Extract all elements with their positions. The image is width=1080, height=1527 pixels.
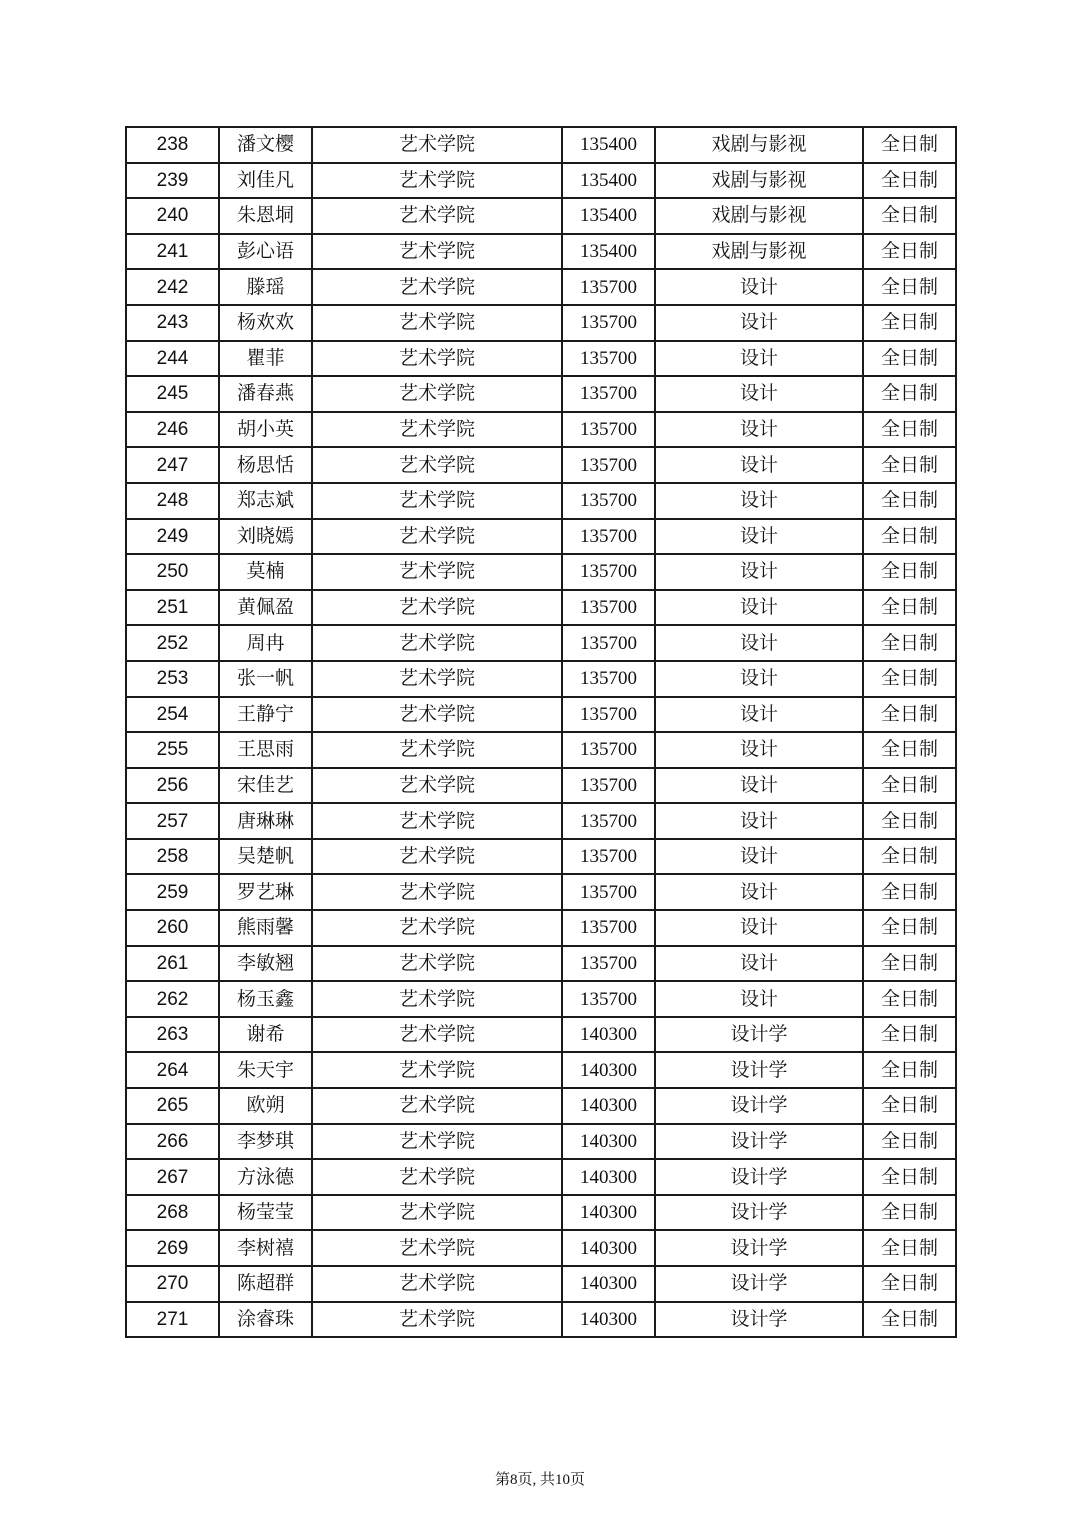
table-row bbox=[126, 946, 956, 982]
study-mode-cell: 全日制 bbox=[863, 697, 956, 733]
row-number-cell: 239 bbox=[126, 163, 219, 199]
major-name-cell: 设计学 bbox=[655, 1230, 863, 1266]
student-name-cell: 滕瑶 bbox=[219, 269, 312, 305]
row-number-cell: 265 bbox=[126, 1088, 219, 1124]
row-number-cell: 269 bbox=[126, 1230, 219, 1266]
college-cell: 艺术学院 bbox=[312, 768, 562, 804]
major-code-cell: 135400 bbox=[562, 163, 655, 199]
major-code-cell: 135700 bbox=[562, 732, 655, 768]
major-name-cell: 设计 bbox=[655, 874, 863, 910]
row-number-cell: 254 bbox=[126, 697, 219, 733]
table-row bbox=[126, 768, 956, 804]
table-row bbox=[126, 376, 956, 412]
major-name-cell: 设计学 bbox=[655, 1266, 863, 1302]
major-code-cell: 135700 bbox=[562, 661, 655, 697]
major-name-cell: 戏剧与影视 bbox=[655, 163, 863, 199]
major-code-cell: 140300 bbox=[562, 1017, 655, 1053]
major-name-cell: 设计学 bbox=[655, 1088, 863, 1124]
major-code-cell: 135700 bbox=[562, 341, 655, 377]
major-name-cell: 设计 bbox=[655, 305, 863, 341]
student-name-cell: 杨思恬 bbox=[219, 447, 312, 483]
major-code-cell: 135700 bbox=[562, 874, 655, 910]
college-cell: 艺术学院 bbox=[312, 874, 562, 910]
student-name-cell: 朱恩垌 bbox=[219, 198, 312, 234]
major-name-cell: 设计 bbox=[655, 981, 863, 1017]
study-mode-cell: 全日制 bbox=[863, 1159, 956, 1195]
major-code-cell: 140300 bbox=[562, 1230, 655, 1266]
table-row bbox=[126, 1159, 956, 1195]
student-name-cell: 谢希 bbox=[219, 1017, 312, 1053]
college-cell: 艺术学院 bbox=[312, 1230, 562, 1266]
student-name-cell: 王静宁 bbox=[219, 697, 312, 733]
table-row bbox=[126, 234, 956, 270]
study-mode-cell: 全日制 bbox=[863, 946, 956, 982]
table-row bbox=[126, 910, 956, 946]
college-cell: 艺术学院 bbox=[312, 519, 562, 555]
study-mode-cell: 全日制 bbox=[863, 1052, 956, 1088]
major-code-cell: 140300 bbox=[562, 1124, 655, 1160]
major-name-cell: 设计学 bbox=[655, 1159, 863, 1195]
college-cell: 艺术学院 bbox=[312, 554, 562, 590]
major-code-cell: 135700 bbox=[562, 625, 655, 661]
college-cell: 艺术学院 bbox=[312, 376, 562, 412]
student-name-cell: 罗艺琳 bbox=[219, 874, 312, 910]
study-mode-cell: 全日制 bbox=[863, 519, 956, 555]
study-mode-cell: 全日制 bbox=[863, 1230, 956, 1266]
major-code-cell: 135700 bbox=[562, 376, 655, 412]
student-name-cell: 刘晓嫣 bbox=[219, 519, 312, 555]
study-mode-cell: 全日制 bbox=[863, 554, 956, 590]
college-cell: 艺术学院 bbox=[312, 625, 562, 661]
major-name-cell: 设计 bbox=[655, 341, 863, 377]
row-number-cell: 250 bbox=[126, 554, 219, 590]
major-name-cell: 设计 bbox=[655, 554, 863, 590]
row-number-cell: 249 bbox=[126, 519, 219, 555]
college-cell: 艺术学院 bbox=[312, 341, 562, 377]
major-code-cell: 135700 bbox=[562, 839, 655, 875]
table-row bbox=[126, 1195, 956, 1231]
student-name-cell: 胡小英 bbox=[219, 412, 312, 448]
student-name-cell: 莫楠 bbox=[219, 554, 312, 590]
college-cell: 艺术学院 bbox=[312, 590, 562, 626]
table-row bbox=[126, 803, 956, 839]
table-row bbox=[126, 625, 956, 661]
student-name-cell: 涂睿珠 bbox=[219, 1302, 312, 1338]
student-name-cell: 黄佩盈 bbox=[219, 590, 312, 626]
study-mode-cell: 全日制 bbox=[863, 163, 956, 199]
major-code-cell: 135700 bbox=[562, 590, 655, 626]
college-cell: 艺术学院 bbox=[312, 910, 562, 946]
college-cell: 艺术学院 bbox=[312, 1266, 562, 1302]
table-row bbox=[126, 519, 956, 555]
major-code-cell: 135700 bbox=[562, 305, 655, 341]
row-number-cell: 247 bbox=[126, 447, 219, 483]
row-number-cell: 253 bbox=[126, 661, 219, 697]
major-name-cell: 设计 bbox=[655, 768, 863, 804]
student-name-cell: 李敏翘 bbox=[219, 946, 312, 982]
row-number-cell: 243 bbox=[126, 305, 219, 341]
row-number-cell: 267 bbox=[126, 1159, 219, 1195]
major-code-cell: 135700 bbox=[562, 554, 655, 590]
major-code-cell: 135400 bbox=[562, 198, 655, 234]
college-cell: 艺术学院 bbox=[312, 1124, 562, 1160]
major-code-cell: 140300 bbox=[562, 1088, 655, 1124]
college-cell: 艺术学院 bbox=[312, 269, 562, 305]
student-name-cell: 熊雨馨 bbox=[219, 910, 312, 946]
major-name-cell: 戏剧与影视 bbox=[655, 127, 863, 163]
college-cell: 艺术学院 bbox=[312, 234, 562, 270]
table-row bbox=[126, 1088, 956, 1124]
study-mode-cell: 全日制 bbox=[863, 127, 956, 163]
table-row bbox=[126, 412, 956, 448]
study-mode-cell: 全日制 bbox=[863, 625, 956, 661]
page-number-footer: 第8页, 共10页 bbox=[494, 1472, 585, 1488]
row-number-cell: 258 bbox=[126, 839, 219, 875]
major-name-cell: 设计学 bbox=[655, 1195, 863, 1231]
college-cell: 艺术学院 bbox=[312, 981, 562, 1017]
college-cell: 艺术学院 bbox=[312, 1195, 562, 1231]
study-mode-cell: 全日制 bbox=[863, 234, 956, 270]
row-number-cell: 248 bbox=[126, 483, 219, 519]
major-code-cell: 140300 bbox=[562, 1052, 655, 1088]
major-code-cell: 135400 bbox=[562, 234, 655, 270]
major-name-cell: 设计 bbox=[655, 697, 863, 733]
college-cell: 艺术学院 bbox=[312, 803, 562, 839]
major-name-cell: 设计学 bbox=[655, 1302, 863, 1338]
major-code-cell: 140300 bbox=[562, 1195, 655, 1231]
major-name-cell: 设计学 bbox=[655, 1052, 863, 1088]
major-name-cell: 设计 bbox=[655, 269, 863, 305]
student-name-cell: 李树禧 bbox=[219, 1230, 312, 1266]
row-number-cell: 255 bbox=[126, 732, 219, 768]
study-mode-cell: 全日制 bbox=[863, 768, 956, 804]
study-mode-cell: 全日制 bbox=[863, 305, 956, 341]
major-code-cell: 135700 bbox=[562, 412, 655, 448]
study-mode-cell: 全日制 bbox=[863, 661, 956, 697]
student-name-cell: 吴楚帆 bbox=[219, 839, 312, 875]
college-cell: 艺术学院 bbox=[312, 661, 562, 697]
student-name-cell: 李梦琪 bbox=[219, 1124, 312, 1160]
table-row bbox=[126, 1124, 956, 1160]
student-name-cell: 朱天宇 bbox=[219, 1052, 312, 1088]
study-mode-cell: 全日制 bbox=[863, 1195, 956, 1231]
major-name-cell: 设计学 bbox=[655, 1124, 863, 1160]
student-name-cell: 宋佳艺 bbox=[219, 768, 312, 804]
row-number-cell: 241 bbox=[126, 234, 219, 270]
major-name-cell: 设计 bbox=[655, 412, 863, 448]
major-code-cell: 135700 bbox=[562, 447, 655, 483]
major-name-cell: 设计 bbox=[655, 590, 863, 626]
student-name-cell: 周冉 bbox=[219, 625, 312, 661]
major-name-cell: 设计 bbox=[655, 625, 863, 661]
student-name-cell: 杨莹莹 bbox=[219, 1195, 312, 1231]
student-name-cell: 王思雨 bbox=[219, 732, 312, 768]
row-number-cell: 240 bbox=[126, 198, 219, 234]
study-mode-cell: 全日制 bbox=[863, 447, 956, 483]
table-row bbox=[126, 269, 956, 305]
table-row bbox=[126, 554, 956, 590]
college-cell: 艺术学院 bbox=[312, 163, 562, 199]
study-mode-cell: 全日制 bbox=[863, 910, 956, 946]
table-row bbox=[126, 981, 956, 1017]
major-name-cell: 戏剧与影视 bbox=[655, 198, 863, 234]
college-cell: 艺术学院 bbox=[312, 483, 562, 519]
major-name-cell: 设计 bbox=[655, 803, 863, 839]
student-name-cell: 彭心语 bbox=[219, 234, 312, 270]
row-number-cell: 262 bbox=[126, 981, 219, 1017]
table-row bbox=[126, 874, 956, 910]
row-number-cell: 263 bbox=[126, 1017, 219, 1053]
major-code-cell: 135700 bbox=[562, 519, 655, 555]
student-name-cell: 潘文樱 bbox=[219, 127, 312, 163]
major-name-cell: 设计 bbox=[655, 376, 863, 412]
row-number-cell: 244 bbox=[126, 341, 219, 377]
college-cell: 艺术学院 bbox=[312, 1088, 562, 1124]
row-number-cell: 264 bbox=[126, 1052, 219, 1088]
study-mode-cell: 全日制 bbox=[863, 376, 956, 412]
study-mode-cell: 全日制 bbox=[863, 1088, 956, 1124]
row-number-cell: 246 bbox=[126, 412, 219, 448]
row-number-cell: 259 bbox=[126, 874, 219, 910]
row-number-cell: 256 bbox=[126, 768, 219, 804]
table-row bbox=[126, 341, 956, 377]
row-number-cell: 270 bbox=[126, 1266, 219, 1302]
major-code-cell: 135700 bbox=[562, 768, 655, 804]
student-name-cell: 潘春燕 bbox=[219, 376, 312, 412]
student-name-cell: 杨欢欢 bbox=[219, 305, 312, 341]
study-mode-cell: 全日制 bbox=[863, 483, 956, 519]
major-name-cell: 戏剧与影视 bbox=[655, 234, 863, 270]
college-cell: 艺术学院 bbox=[312, 447, 562, 483]
major-name-cell: 设计学 bbox=[655, 1017, 863, 1053]
college-cell: 艺术学院 bbox=[312, 198, 562, 234]
table-row bbox=[126, 732, 956, 768]
study-mode-cell: 全日制 bbox=[863, 1124, 956, 1160]
major-code-cell: 135700 bbox=[562, 697, 655, 733]
major-name-cell: 设计 bbox=[655, 519, 863, 555]
table-row bbox=[126, 198, 956, 234]
table-row bbox=[126, 163, 956, 199]
college-cell: 艺术学院 bbox=[312, 839, 562, 875]
table-row bbox=[126, 1230, 956, 1266]
major-code-cell: 135700 bbox=[562, 803, 655, 839]
table-row bbox=[126, 1052, 956, 1088]
major-name-cell: 设计 bbox=[655, 946, 863, 982]
major-code-cell: 135700 bbox=[562, 269, 655, 305]
row-number-cell: 260 bbox=[126, 910, 219, 946]
table-row bbox=[126, 447, 956, 483]
study-mode-cell: 全日制 bbox=[863, 1302, 956, 1338]
student-name-cell: 陈超群 bbox=[219, 1266, 312, 1302]
study-mode-cell: 全日制 bbox=[863, 1266, 956, 1302]
student-table-body bbox=[126, 127, 956, 1337]
student-name-cell: 郑志斌 bbox=[219, 483, 312, 519]
major-code-cell: 135700 bbox=[562, 483, 655, 519]
study-mode-cell: 全日制 bbox=[863, 981, 956, 1017]
major-code-cell: 135700 bbox=[562, 946, 655, 982]
row-number-cell: 266 bbox=[126, 1124, 219, 1160]
student-name-cell: 刘佳凡 bbox=[219, 163, 312, 199]
study-mode-cell: 全日制 bbox=[863, 198, 956, 234]
college-cell: 艺术学院 bbox=[312, 946, 562, 982]
major-name-cell: 设计 bbox=[655, 447, 863, 483]
row-number-cell: 238 bbox=[126, 127, 219, 163]
college-cell: 艺术学院 bbox=[312, 1052, 562, 1088]
table-row bbox=[126, 483, 956, 519]
study-mode-cell: 全日制 bbox=[863, 874, 956, 910]
row-number-cell: 257 bbox=[126, 803, 219, 839]
table-row bbox=[126, 305, 956, 341]
study-mode-cell: 全日制 bbox=[863, 590, 956, 626]
major-code-cell: 135400 bbox=[562, 127, 655, 163]
study-mode-cell: 全日制 bbox=[863, 1017, 956, 1053]
table-row bbox=[126, 1017, 956, 1053]
major-name-cell: 设计 bbox=[655, 661, 863, 697]
college-cell: 艺术学院 bbox=[312, 412, 562, 448]
major-code-cell: 135700 bbox=[562, 910, 655, 946]
major-code-cell: 135700 bbox=[562, 981, 655, 1017]
row-number-cell: 261 bbox=[126, 946, 219, 982]
table-row bbox=[126, 839, 956, 875]
table-row bbox=[126, 1302, 956, 1338]
major-name-cell: 设计 bbox=[655, 839, 863, 875]
college-cell: 艺术学院 bbox=[312, 1017, 562, 1053]
student-name-cell: 方泳德 bbox=[219, 1159, 312, 1195]
study-mode-cell: 全日制 bbox=[863, 732, 956, 768]
study-mode-cell: 全日制 bbox=[863, 803, 956, 839]
college-cell: 艺术学院 bbox=[312, 732, 562, 768]
row-number-cell: 271 bbox=[126, 1302, 219, 1338]
major-name-cell: 设计 bbox=[655, 910, 863, 946]
study-mode-cell: 全日制 bbox=[863, 839, 956, 875]
study-mode-cell: 全日制 bbox=[863, 341, 956, 377]
major-code-cell: 140300 bbox=[562, 1302, 655, 1338]
major-name-cell: 设计 bbox=[655, 732, 863, 768]
college-cell: 艺术学院 bbox=[312, 305, 562, 341]
table-row bbox=[126, 661, 956, 697]
college-cell: 艺术学院 bbox=[312, 1159, 562, 1195]
table-row bbox=[126, 590, 956, 626]
major-name-cell: 设计 bbox=[655, 483, 863, 519]
student-table bbox=[125, 126, 957, 1338]
row-number-cell: 251 bbox=[126, 590, 219, 626]
college-cell: 艺术学院 bbox=[312, 697, 562, 733]
study-mode-cell: 全日制 bbox=[863, 412, 956, 448]
study-mode-cell: 全日制 bbox=[863, 269, 956, 305]
row-number-cell: 242 bbox=[126, 269, 219, 305]
row-number-cell: 268 bbox=[126, 1195, 219, 1231]
student-name-cell: 杨玉鑫 bbox=[219, 981, 312, 1017]
college-cell: 艺术学院 bbox=[312, 1302, 562, 1338]
student-name-cell: 欧朔 bbox=[219, 1088, 312, 1124]
row-number-cell: 252 bbox=[126, 625, 219, 661]
row-number-cell: 245 bbox=[126, 376, 219, 412]
table-row bbox=[126, 127, 956, 163]
student-name-cell: 唐琳琳 bbox=[219, 803, 312, 839]
student-name-cell: 张一帆 bbox=[219, 661, 312, 697]
college-cell: 艺术学院 bbox=[312, 127, 562, 163]
major-code-cell: 140300 bbox=[562, 1159, 655, 1195]
major-code-cell: 140300 bbox=[562, 1266, 655, 1302]
table-row bbox=[126, 1266, 956, 1302]
table-row bbox=[126, 697, 956, 733]
student-name-cell: 瞿菲 bbox=[219, 341, 312, 377]
